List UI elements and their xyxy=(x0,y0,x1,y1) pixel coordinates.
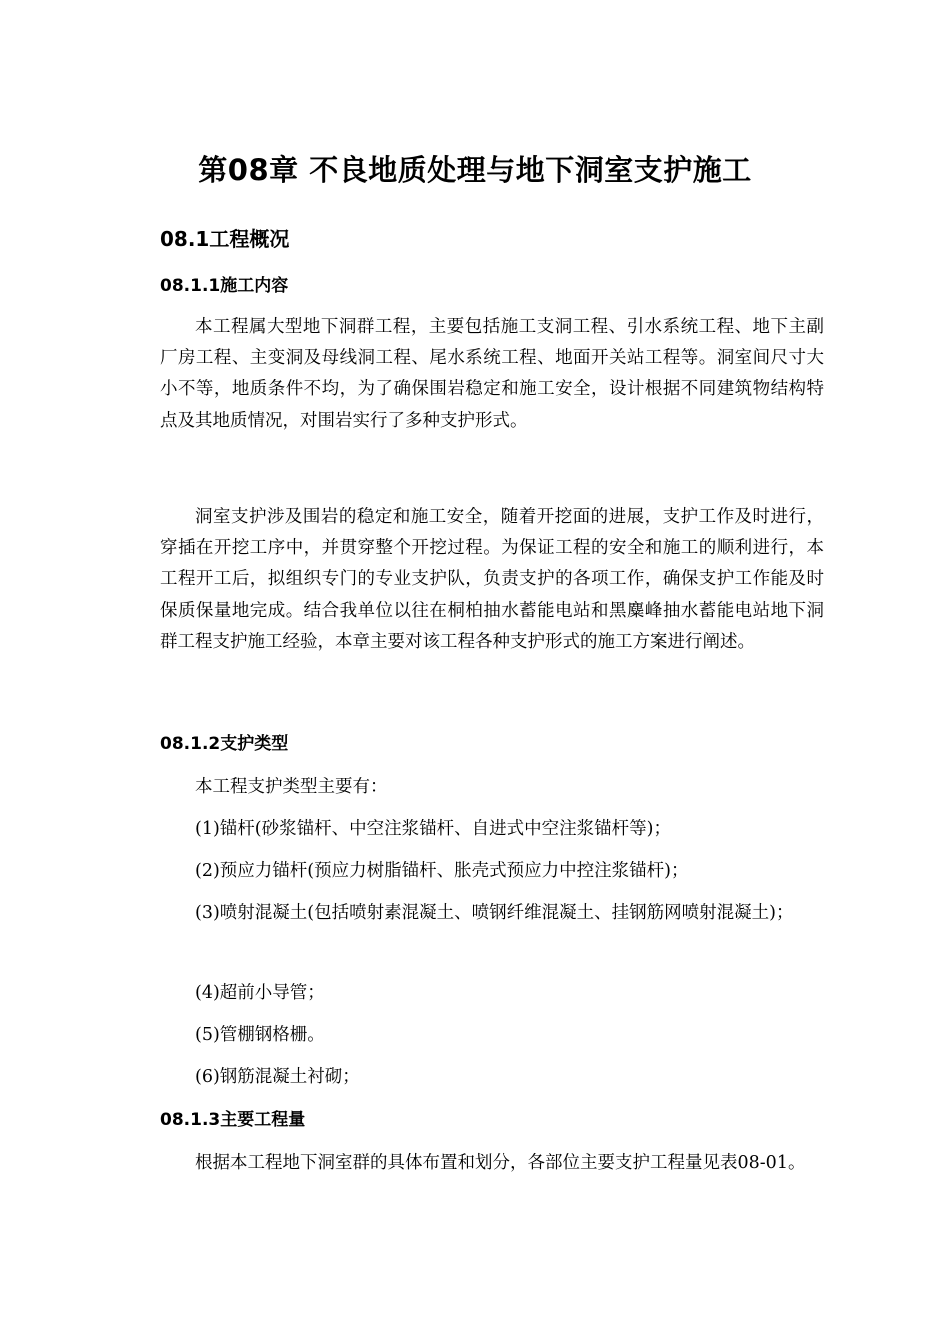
paragraph: 根据本工程地下洞室群的具体布置和划分，各部位主要支护工程量见表08-01。 xyxy=(195,1153,806,1173)
subsection-heading-support-types: 08.1.2支护类型 xyxy=(160,734,289,754)
paragraph: 洞室支护涉及围岩的稳定和施工安全，随着开挖面的进展，支护工作及时进行，穿插在开挖工序中，并贯穿整个开挖过程。为保证工程的安全和施工的顺利进行，本工程开工后，拟组织专门的专业支护队，负责支护的各项工作，确保支护工作能及时保质保量地完成。结合我单位以往在桐柏抽水蓄能电站和黑麋峰抽水蓄能电站地下洞群工程支护施工经验，本章主要对该工程各种支护形式的施工方案进行阐述。 xyxy=(160,507,824,652)
list-item: (3)喷射混凝土(包括喷射素混凝土、喷钢纤维混凝土、挂钢筋网喷射混凝土)； xyxy=(195,903,794,923)
section-heading: 08.1工程概况 xyxy=(160,227,290,251)
list-item: (4)超前小导管； xyxy=(195,983,325,1003)
subsection-heading-construction-content: 08.1.1施工内容 xyxy=(160,276,289,296)
list-item: (6)钢筋混凝土衬砌； xyxy=(195,1067,360,1087)
list-item: (2)预应力锚杆(预应力树脂锚杆、胀壳式预应力中控注浆锚杆)； xyxy=(195,861,689,881)
list-intro: 本工程支护类型主要有： xyxy=(195,777,388,797)
chapter-title: 第08章 不良地质处理与地下洞室支护施工 xyxy=(198,153,752,187)
subsection-heading-main-quantities: 08.1.3主要工程量 xyxy=(160,1110,306,1130)
list-item: (5)管棚钢格栅。 xyxy=(195,1025,325,1045)
list-item: (1)锚杆(砂浆锚杆、中空注浆锚杆、自进式中空注浆锚杆等)； xyxy=(195,819,671,839)
paragraph: 本工程属大型地下洞群工程，主要包括施工支洞工程、引水系统工程、地下主副厂房工程、主变洞及母线洞工程、尾水系统工程、地面开关站工程等。洞室间尺寸大小不等，地质条件不均，为了确保围岩稳定和施工安全，设计根据不同建筑物结构特点及其地质情况，对围岩实行了多种支护形式。 xyxy=(160,317,824,431)
